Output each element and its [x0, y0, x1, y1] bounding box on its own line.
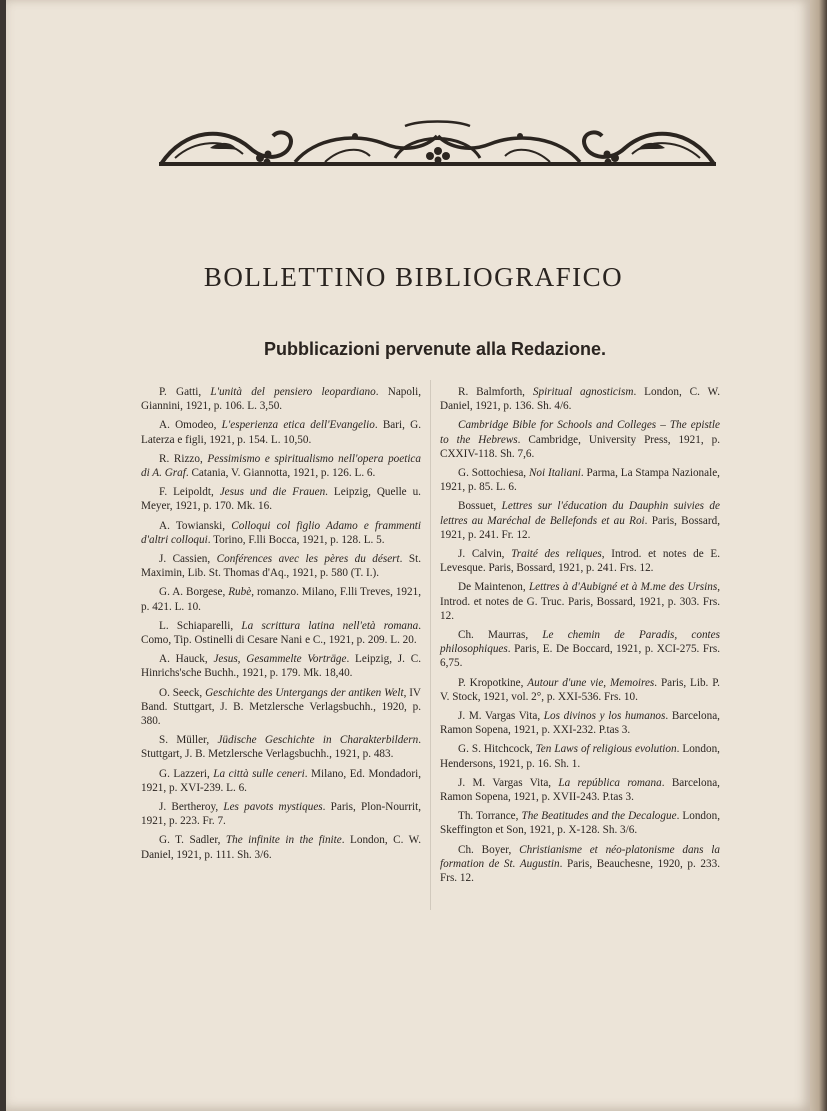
- entry-author: A. Towianski,: [159, 519, 232, 532]
- entry-publication: . London, Skeffington et Son, 1921, p. X-128. Sh. 3/6.: [440, 810, 720, 837]
- entry-publication: . Milano, Ed. Mondadori, 1921, p. XVI-239. L. 6.: [141, 767, 421, 794]
- entry-publication: . Paris, Lib. P. V. Stock, 1921, vol. 2°, p. XXI-536. Frs. 10.: [440, 676, 720, 703]
- page-subtitle: Pubblicazioni pervenute alla Redazione.: [263, 339, 607, 359]
- bibliography-entry: [141, 485, 421, 513]
- entry-title: Autour d'une vie, Memoires: [527, 676, 655, 689]
- entry-author: G. Lazzeri,: [159, 767, 214, 780]
- entry-publication: . Barcelona, Ramon Sopena, 1921, p. XVII-243. P.tas 3.: [440, 776, 720, 804]
- entry-author: P. Kropotkine,: [458, 676, 528, 689]
- bibliography-entry: [141, 652, 421, 680]
- entry-publication: . St. Maximin, Lib. St. Thomas d'Aq., 1921, p. 580 (T. I.).: [141, 553, 421, 580]
- entry-author: R. Balmforth,: [458, 386, 533, 398]
- entry-author: R. Rizzo,: [159, 452, 208, 465]
- entry-title: L'esperienza etica dell'Evangelio: [221, 419, 375, 432]
- entry-title: La città sulle ceneri: [213, 767, 305, 780]
- right-column: [440, 385, 720, 890]
- entry-author: S. Müller,: [159, 734, 218, 747]
- entry-publication: . Paris, Plon-Nourrit, 1921, p. 223. Fr. 7.: [141, 801, 421, 828]
- entry-author: J. Calvin,: [458, 548, 512, 561]
- page-title: BOLLETTINO BIBLIOGRAFICO: [203, 262, 624, 292]
- entry-author: J. M. Vargas Vita,: [458, 710, 544, 723]
- bibliography-entry: [141, 686, 421, 729]
- bibliography-entry: [440, 547, 720, 575]
- entry-author: J. Cassien,: [159, 553, 217, 566]
- entry-author: Th. Torrance,: [458, 810, 522, 823]
- left-column: [141, 385, 421, 867]
- entry-author: J. Bertheroy,: [159, 801, 224, 814]
- bibliography-entry: [141, 619, 421, 647]
- entry-author: L. Schiaparelli,: [159, 619, 242, 632]
- entry-title: Cambridge Bible for Schools and Colleges – The epistle to the Hebrews: [440, 419, 720, 446]
- entry-title: Rubè: [228, 586, 252, 599]
- entry-title: Christianisme et néo-platonisme dans la formation de St. Augustin: [440, 843, 720, 870]
- entry-author: P. Gatti,: [159, 386, 211, 398]
- entry-publication: . Stuttgart, J. B. Metzlersche Verlagsbuchh., 1921, p. 483.: [141, 734, 421, 761]
- bibliography-entry: [141, 733, 421, 761]
- entry-title: Le chemin de Paradis, contes philosophiques: [440, 629, 720, 656]
- entry-title: The infinite in the finite: [225, 834, 342, 847]
- entry-title: Pessimismo e spiritualismo nell'opera poetica di A. Graf: [141, 452, 421, 480]
- bibliography-entry: [440, 809, 720, 837]
- bibliography-entry: [141, 833, 421, 861]
- entry-title: Conférences avec les pères du désert: [216, 553, 400, 566]
- entry-author: G. T. Sadler,: [159, 834, 226, 847]
- entry-title: Colloqui col figlio Adamo e frammenti d'altri colloqui: [141, 519, 421, 546]
- entry-author: Ch. Boyer,: [458, 843, 520, 856]
- bibliography-entry: [141, 552, 421, 580]
- entry-title: L'unità del pensiero leopardiano: [210, 386, 376, 398]
- entry-title: Ten Laws of religious evolution: [535, 743, 677, 756]
- bibliography-entry: [440, 676, 720, 704]
- entry-title: Lettres sur l'éducation du Dauphin suivies de lettres au Maréchal de Bellefonds et au Roi: [440, 500, 720, 527]
- entry-author: G. A. Borgese,: [159, 586, 229, 599]
- column-divider: [430, 380, 431, 910]
- bibliography-entry: [141, 519, 421, 547]
- entry-title: Geschichte des Untergangs der antiken Welt: [205, 686, 404, 699]
- bibliography-entry: [141, 800, 421, 828]
- entry-publication: . Bari, G. Laterza e figli, 1921, p. 154. L. 10,50.: [141, 419, 422, 446]
- entry-title: Noi Italiani: [528, 467, 581, 480]
- entry-publication: . Torino, F.lli Bocca, 1921, p. 128. L. 5.: [207, 533, 385, 546]
- entry-title: La república romana: [558, 776, 662, 789]
- bibliography-entry: [141, 585, 421, 613]
- bibliography-entry: [440, 843, 720, 886]
- entry-publication: . London, C. W. Daniel, 1921, p. 111. Sh. 3/6.: [141, 834, 422, 861]
- entry-publication: . Paris, Bossard, 1921, p. 241. Fr. 12.: [440, 514, 720, 541]
- bibliography-entry: [141, 418, 421, 446]
- entry-title: Spiritual agnosticism: [532, 386, 634, 398]
- entry-author: De Maintenon,: [458, 581, 529, 594]
- bibliography-entry: [141, 767, 421, 795]
- entry-title: Lettres à d'Aubigné et à M.me des Ursins: [528, 581, 718, 594]
- entry-title: Traité des reliques: [511, 548, 602, 561]
- entry-author: G. Sottochiesa,: [458, 467, 529, 480]
- bibliography-entry: [440, 418, 720, 461]
- entry-author: G. S. Hitchcock,: [458, 743, 536, 756]
- entry-publication: . Napoli, Giannini, 1921, p. 106. L. 3,50.: [141, 386, 421, 413]
- bibliography-entry: [440, 742, 720, 770]
- entry-author: A. Hauck,: [159, 653, 214, 666]
- entry-publication: . London, Hendersons, 1921, p. 16. Sh. 1.: [440, 743, 720, 770]
- entry-publication: . Catania, V. Giannotta, 1921, p. 126. L. 6.: [185, 467, 376, 480]
- entry-publication: . Leipzig, Quelle u. Meyer, 1921, p. 170. Mk. 16.: [141, 486, 421, 513]
- entry-author: A. Omodeo,: [159, 419, 222, 432]
- entry-publication: . London, C. W. Daniel, 1921, p. 136. Sh. 4/6.: [440, 386, 720, 413]
- entry-author: J. M. Vargas Vita,: [458, 776, 559, 789]
- entry-title: Jesus und die Frauen: [219, 486, 326, 499]
- entry-title: Jesus, Gesammelte Vorträge: [213, 653, 347, 666]
- bibliography-entry: [141, 452, 421, 480]
- bibliography-entry: [141, 385, 421, 413]
- bibliography-entry: [440, 628, 720, 671]
- entry-publication: . Parma, La Stampa Nazionale, 1921, p. 85. L. 6.: [440, 467, 720, 494]
- bibliography-entry: [440, 499, 720, 542]
- entry-publication: . Como, Tip. Ostinelli di Cesare Nani e C., 1921, p. 209. L. 20.: [141, 619, 421, 647]
- entry-title: Los divinos y los humanos: [543, 710, 666, 723]
- entry-author: Ch. Maurras,: [458, 629, 543, 642]
- bibliography-entry: [440, 709, 720, 737]
- bibliography-entry: [440, 580, 720, 623]
- entry-publication: . Cambridge, University Press, 1921, p. CXXIV-118. Sh. 7,6.: [440, 433, 720, 460]
- entry-publication: , Introd. et notes de G. Truc. Paris, Bossard, 1921, p. 303. Frs. 12.: [440, 581, 721, 622]
- entry-publication: , Introd. et notes de E. Levesque. Paris, Bossard, 1921, p. 241. Frs. 12.: [440, 548, 720, 575]
- bibliography-entry: [440, 466, 720, 494]
- entry-title: La scrittura latina nell'età romana: [241, 619, 419, 632]
- entry-publication: . Barcelona, Ramon Sopena, 1921, p. XXI-232. P.tas 3.: [440, 710, 720, 737]
- entry-publication: . Paris, Beauchesne, 1920, p. 233. Frs. 12.: [440, 857, 720, 885]
- entry-author: O. Seeck,: [159, 686, 206, 699]
- bibliography-entry: [440, 385, 720, 413]
- entry-author: Bossuet,: [458, 500, 502, 513]
- entry-publication: , romanzo. Milano, F.lli Treves, 1921, p. 421. L. 10.: [141, 586, 421, 613]
- entry-author: F. Leipoldt,: [159, 486, 220, 499]
- entry-title: Les pavots mystiques: [223, 801, 323, 814]
- entry-publication: . Paris, E. De Boccard, 1921, p. XCI-275. Frs. 6,75.: [440, 643, 720, 670]
- entry-title: The Beatitudes and the Decalogue: [521, 810, 677, 823]
- entry-title: Jüdische Geschichte in Charakterbildern: [217, 734, 419, 747]
- bibliography-entry: [440, 776, 720, 804]
- entry-publication: , IV Band. Stuttgart, J. B. Metzlersche Verlagsbuchh., 1920, p. 380.: [141, 686, 422, 728]
- vine-ornament-icon: [155, 118, 720, 178]
- entry-publication: . Leipzig, J. C. Hinrichs'sche Buchh., 1921, p. 179. Mk. 18,40.: [141, 653, 421, 680]
